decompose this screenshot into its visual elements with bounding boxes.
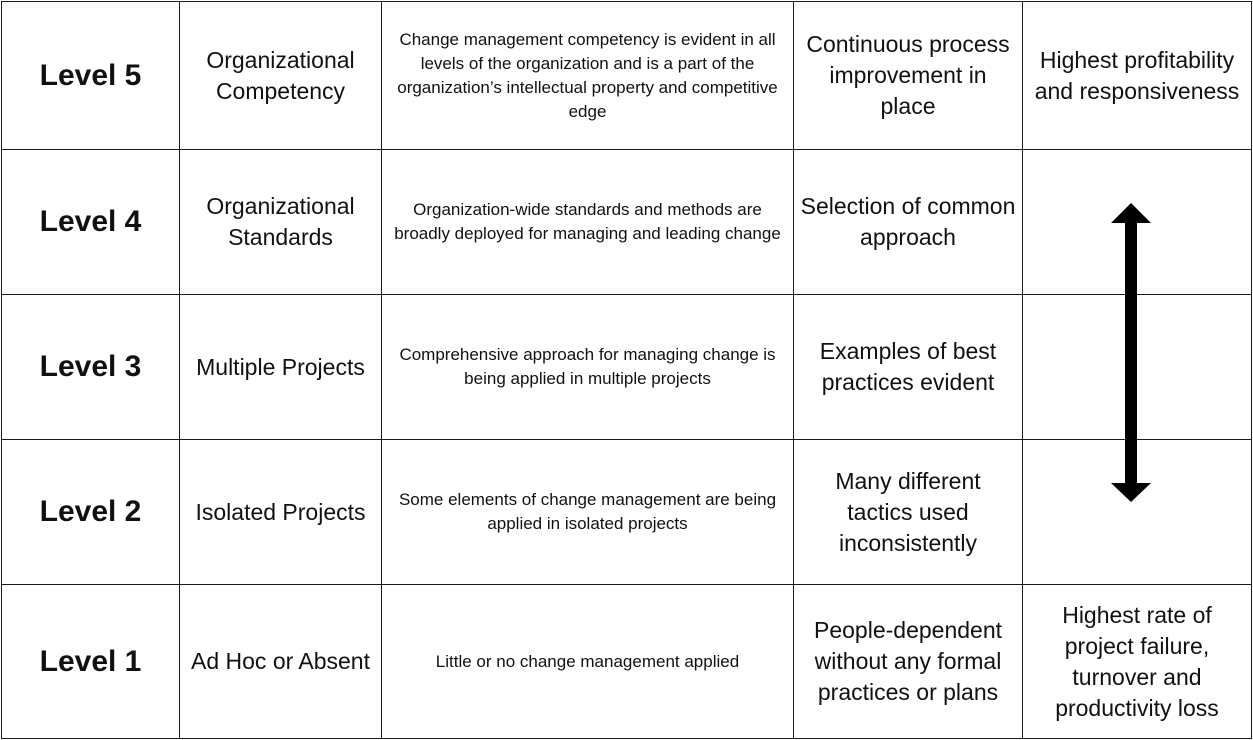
level-practice: People-dependent without any formal practices or plans [794, 585, 1023, 739]
level-label: Level 5 [2, 2, 180, 150]
level-practice: Continuous process improvement in place [794, 2, 1023, 150]
table-row [2, 585, 1252, 739]
level-description: Organization-wide standards and methods are broadly deployed for managing and leading change [382, 150, 794, 295]
level-name: Ad Hoc or Absent [180, 585, 382, 739]
level-description: Little or no change management applied [382, 585, 794, 739]
level-description: Change management competency is evident in all levels of the organization and is a part of the organization’s intellectual property and competitive edge [382, 2, 794, 150]
level-practice: Many different tactics used inconsistently [794, 440, 1023, 585]
outcome-bottom: Highest rate of project failure, turnover and productivity loss [1023, 585, 1252, 739]
table-row [2, 440, 1252, 585]
level-label: Level 4 [2, 150, 180, 295]
level-label: Level 1 [2, 585, 180, 739]
level-name: Organizational Standards [180, 150, 382, 295]
level-practice: Selection of common approach [794, 150, 1023, 295]
level-name: Multiple Projects [180, 295, 382, 440]
level-name: Organizational Competency [180, 2, 382, 150]
table-row [2, 2, 1252, 150]
outcome-top: Highest profitability and responsiveness [1023, 2, 1252, 150]
level-description: Comprehensive approach for managing change is being applied in multiple projects [382, 295, 794, 440]
level-name: Isolated Projects [180, 440, 382, 585]
double-headed-vertical-arrow-icon [1110, 203, 1152, 503]
level-practice: Examples of best practices evident [794, 295, 1023, 440]
maturity-table [1, 1, 1252, 739]
table-row [2, 150, 1252, 295]
level-label: Level 3 [2, 295, 180, 440]
table-row [2, 295, 1252, 440]
level-label: Level 2 [2, 440, 180, 585]
level-description: Some elements of change management are being applied in isolated projects [382, 440, 794, 585]
